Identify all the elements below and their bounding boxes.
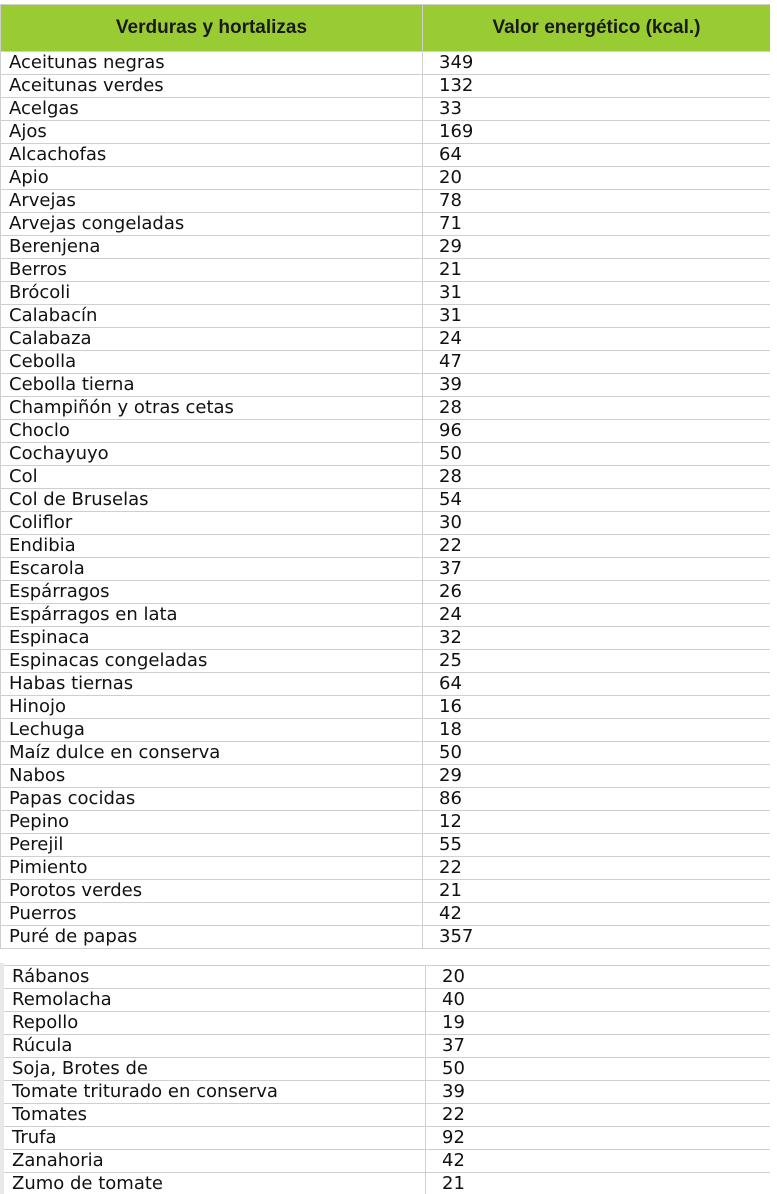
kcal-value-cell: 50 bbox=[423, 443, 771, 466]
kcal-value-cell: 31 bbox=[423, 282, 771, 305]
table-row bbox=[4, 1173, 771, 1194]
table-row bbox=[1, 788, 771, 811]
kcal-value-cell: 26 bbox=[423, 581, 771, 604]
table-row bbox=[1, 742, 771, 765]
kcal-value-cell: 40 bbox=[426, 989, 771, 1012]
table-row bbox=[1, 627, 771, 650]
vegetables-calorie-table-continued bbox=[3, 965, 771, 1194]
table-row bbox=[1, 374, 771, 397]
vegetable-name-cell: Rábanos bbox=[4, 966, 426, 989]
table-row bbox=[1, 696, 771, 719]
table-row bbox=[1, 144, 771, 167]
kcal-value-cell: 39 bbox=[423, 374, 771, 397]
kcal-value-cell: 47 bbox=[423, 351, 771, 374]
table-row bbox=[1, 420, 771, 443]
vegetable-name-cell: Aceitunas negras bbox=[1, 52, 423, 75]
table-row bbox=[1, 489, 771, 512]
kcal-value-cell: 50 bbox=[426, 1058, 771, 1081]
table-row bbox=[4, 966, 771, 989]
table-row bbox=[1, 673, 771, 696]
vegetable-name-cell: Choclo bbox=[1, 420, 423, 443]
vegetable-name-cell: Berenjena bbox=[1, 236, 423, 259]
vegetable-name-cell: Lechuga bbox=[1, 719, 423, 742]
vegetable-name-cell: Aceitunas verdes bbox=[1, 75, 423, 98]
vegetable-name-cell: Col de Bruselas bbox=[1, 489, 423, 512]
vegetable-name-cell: Pimiento bbox=[1, 857, 423, 880]
table-body-part2 bbox=[4, 966, 771, 1194]
vegetable-name-cell: Alcachofas bbox=[1, 144, 423, 167]
kcal-value-cell: 42 bbox=[426, 1150, 771, 1173]
kcal-value-cell: 31 bbox=[423, 305, 771, 328]
kcal-value-cell: 55 bbox=[423, 834, 771, 857]
table-row bbox=[1, 512, 771, 535]
table-row bbox=[1, 811, 771, 834]
kcal-value-cell: 30 bbox=[423, 512, 771, 535]
vegetable-name-cell: Calabaza bbox=[1, 328, 423, 351]
vegetable-name-cell: Tomate triturado en conserva bbox=[4, 1081, 426, 1104]
table-row bbox=[1, 604, 771, 627]
vegetable-name-cell: Habas tiernas bbox=[1, 673, 423, 696]
kcal-value-cell: 22 bbox=[423, 857, 771, 880]
column-header-energy: Valor energético (kcal.) bbox=[423, 5, 771, 52]
kcal-value-cell: 21 bbox=[423, 259, 771, 282]
vegetable-name-cell: Nabos bbox=[1, 765, 423, 788]
table-row bbox=[1, 765, 771, 788]
table-row bbox=[4, 1081, 771, 1104]
column-header-vegetables: Verduras y hortalizas bbox=[1, 5, 423, 52]
kcal-value-cell: 21 bbox=[423, 880, 771, 903]
kcal-value-cell: 37 bbox=[423, 558, 771, 581]
table-row bbox=[1, 650, 771, 673]
table-row bbox=[4, 989, 771, 1012]
kcal-value-cell: 24 bbox=[423, 328, 771, 351]
table-row bbox=[1, 259, 771, 282]
vegetable-name-cell: Zumo de tomate bbox=[4, 1173, 426, 1194]
vegetable-name-cell: Cebolla tierna bbox=[1, 374, 423, 397]
image-seam bbox=[0, 963, 4, 1194]
kcal-value-cell: 22 bbox=[423, 535, 771, 558]
kcal-value-cell: 28 bbox=[423, 466, 771, 489]
kcal-value-cell: 169 bbox=[423, 121, 771, 144]
vegetable-name-cell: Cebolla bbox=[1, 351, 423, 374]
table-row bbox=[1, 558, 771, 581]
vegetable-name-cell: Papas cocidas bbox=[1, 788, 423, 811]
table-row bbox=[1, 581, 771, 604]
table-row bbox=[1, 52, 771, 75]
table-row bbox=[1, 903, 771, 926]
kcal-value-cell: 24 bbox=[423, 604, 771, 627]
table-row bbox=[1, 305, 771, 328]
vegetable-name-cell: Berros bbox=[1, 259, 423, 282]
vegetable-name-cell: Brócoli bbox=[1, 282, 423, 305]
kcal-value-cell: 18 bbox=[423, 719, 771, 742]
kcal-value-cell: 64 bbox=[423, 673, 771, 696]
table-row bbox=[1, 351, 771, 374]
table-row bbox=[1, 466, 771, 489]
vegetable-name-cell: Hinojo bbox=[1, 696, 423, 719]
table-row bbox=[4, 1058, 771, 1081]
vegetable-name-cell: Repollo bbox=[4, 1012, 426, 1035]
vegetable-name-cell: Remolacha bbox=[4, 989, 426, 1012]
table-row bbox=[1, 397, 771, 420]
table-row bbox=[1, 926, 771, 949]
kcal-value-cell: 33 bbox=[423, 98, 771, 121]
kcal-value-cell: 42 bbox=[423, 903, 771, 926]
kcal-value-cell: 64 bbox=[423, 144, 771, 167]
table-row bbox=[1, 857, 771, 880]
kcal-value-cell: 32 bbox=[423, 627, 771, 650]
table-row bbox=[1, 213, 771, 236]
right-edge bbox=[770, 0, 777, 1194]
vegetable-name-cell: Arvejas bbox=[1, 190, 423, 213]
vegetable-name-cell: Acelgas bbox=[1, 98, 423, 121]
vegetable-name-cell: Calabacín bbox=[1, 305, 423, 328]
table-row bbox=[4, 1104, 771, 1127]
table-row bbox=[1, 121, 771, 144]
kcal-value-cell: 16 bbox=[423, 696, 771, 719]
table-row bbox=[1, 190, 771, 213]
vegetable-name-cell: Soja, Brotes de bbox=[4, 1058, 426, 1081]
kcal-value-cell: 54 bbox=[423, 489, 771, 512]
table-row bbox=[4, 1150, 771, 1173]
kcal-value-cell: 132 bbox=[423, 75, 771, 98]
vegetable-name-cell: Col bbox=[1, 466, 423, 489]
kcal-value-cell: 71 bbox=[423, 213, 771, 236]
table-row bbox=[1, 75, 771, 98]
table-header-row bbox=[1, 5, 771, 52]
table-row bbox=[1, 167, 771, 190]
table-row bbox=[1, 98, 771, 121]
kcal-value-cell: 20 bbox=[423, 167, 771, 190]
table-body-part1 bbox=[1, 52, 771, 949]
kcal-value-cell: 21 bbox=[426, 1173, 771, 1194]
vegetable-name-cell: Tomates bbox=[4, 1104, 426, 1127]
kcal-value-cell: 96 bbox=[423, 420, 771, 443]
vegetable-name-cell: Coliflor bbox=[1, 512, 423, 535]
table-row bbox=[1, 880, 771, 903]
vegetable-name-cell: Cochayuyo bbox=[1, 443, 423, 466]
vegetable-name-cell: Porotos verdes bbox=[1, 880, 423, 903]
kcal-value-cell: 86 bbox=[423, 788, 771, 811]
vegetable-name-cell: Apio bbox=[1, 167, 423, 190]
kcal-value-cell: 29 bbox=[423, 765, 771, 788]
kcal-value-cell: 50 bbox=[423, 742, 771, 765]
vegetables-calorie-table bbox=[0, 4, 771, 949]
vegetable-name-cell: Pepino bbox=[1, 811, 423, 834]
kcal-value-cell: 29 bbox=[423, 236, 771, 259]
table-row bbox=[1, 282, 771, 305]
vegetable-name-cell: Perejil bbox=[1, 834, 423, 857]
kcal-value-cell: 37 bbox=[426, 1035, 771, 1058]
vegetable-name-cell: Zanahoria bbox=[4, 1150, 426, 1173]
vegetable-name-cell: Puré de papas bbox=[1, 926, 423, 949]
kcal-value-cell: 12 bbox=[423, 811, 771, 834]
kcal-value-cell: 28 bbox=[423, 397, 771, 420]
table-row bbox=[4, 1127, 771, 1150]
kcal-value-cell: 78 bbox=[423, 190, 771, 213]
table-row bbox=[4, 1035, 771, 1058]
table-row bbox=[1, 834, 771, 857]
vegetable-name-cell: Rúcula bbox=[4, 1035, 426, 1058]
vegetable-name-cell: Ajos bbox=[1, 121, 423, 144]
vegetable-name-cell: Maíz dulce en conserva bbox=[1, 742, 423, 765]
table-row bbox=[1, 236, 771, 259]
kcal-value-cell: 39 bbox=[426, 1081, 771, 1104]
vegetable-name-cell: Puerros bbox=[1, 903, 423, 926]
table-row bbox=[1, 443, 771, 466]
kcal-value-cell: 22 bbox=[426, 1104, 771, 1127]
vegetable-name-cell: Arvejas congeladas bbox=[1, 213, 423, 236]
kcal-value-cell: 25 bbox=[423, 650, 771, 673]
table-row bbox=[1, 535, 771, 558]
vegetable-name-cell: Espárragos bbox=[1, 581, 423, 604]
vegetable-name-cell: Espárragos en lata bbox=[1, 604, 423, 627]
table-row bbox=[1, 719, 771, 742]
vegetable-name-cell: Endibia bbox=[1, 535, 423, 558]
kcal-value-cell: 20 bbox=[426, 966, 771, 989]
vegetable-name-cell: Trufa bbox=[4, 1127, 426, 1150]
kcal-value-cell: 92 bbox=[426, 1127, 771, 1150]
vegetable-name-cell: Champiñón y otras cetas bbox=[1, 397, 423, 420]
kcal-value-cell: 19 bbox=[426, 1012, 771, 1035]
kcal-value-cell: 349 bbox=[423, 52, 771, 75]
vegetable-name-cell: Espinacas congeladas bbox=[1, 650, 423, 673]
vegetable-name-cell: Espinaca bbox=[1, 627, 423, 650]
kcal-value-cell: 357 bbox=[423, 926, 771, 949]
table-row bbox=[1, 328, 771, 351]
vegetable-name-cell: Escarola bbox=[1, 558, 423, 581]
table-row bbox=[4, 1012, 771, 1035]
